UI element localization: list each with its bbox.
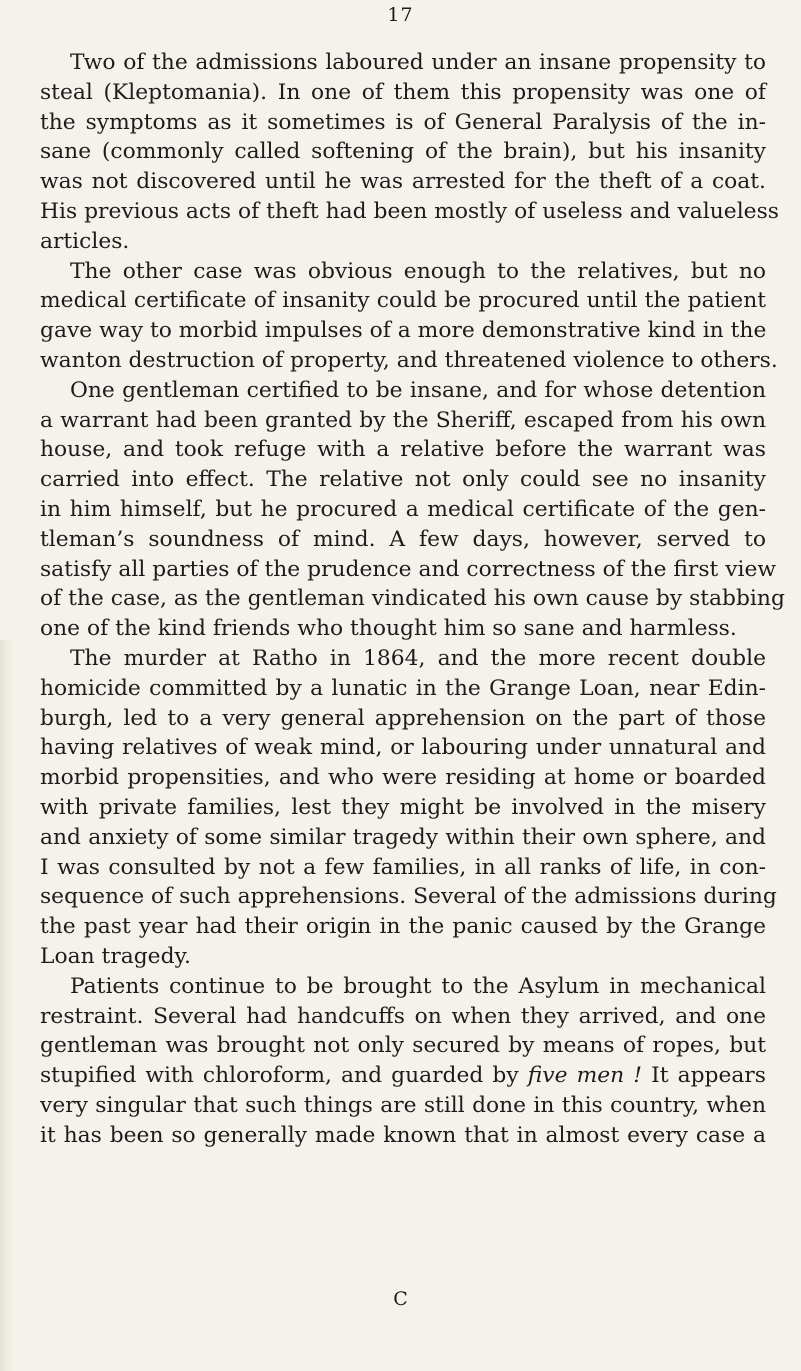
text-line: it has been so generally made known that in almost every case a: [40, 1122, 766, 1148]
text-line: His previous acts of theft had been mostly of useless and valueless: [40, 198, 779, 224]
paragraph-gentleman-escape: [40, 376, 785, 644]
text-line: tleman’s soundness of mind. A few days, however, served to: [40, 526, 766, 552]
text-line: medical certificate of insanity could be procured until the patient: [40, 288, 766, 314]
text-line: in him himself, but he procured a medical certificate of the gen-: [40, 496, 766, 522]
paragraph-ratho-murder: [40, 644, 777, 972]
text-line: Two of the admissions laboured under an insane propensity to: [70, 50, 766, 75]
text-fragment: stupified with chloroform, and guarded by: [40, 1063, 528, 1089]
text-fragment: It appears: [642, 1063, 766, 1089]
text-line: wanton destruction of property, and threatened violence to others.: [40, 347, 778, 373]
text-line: house, and took refuge with a relative before the warrant was: [40, 437, 766, 463]
text-line: was not discovered until he was arrested for the theft of a coat.: [40, 169, 766, 195]
text-line: the past year had their origin in the panic caused by the Grange: [40, 914, 766, 940]
paragraph-other-case: [40, 257, 778, 376]
text-line: I was consulted by not a few families, in all ranks of life, in con-: [40, 854, 766, 880]
italic-emphasis: five men !: [527, 1063, 643, 1089]
text-line: satisfy all parties of the prudence and correctness of the first view: [40, 556, 777, 582]
text-line-with-italic: [40, 1061, 766, 1091]
text-line: and anxiety of some similar tragedy within their own sphere, and: [40, 824, 766, 850]
body-text: [40, 48, 785, 1150]
text-line: very singular that such things are still done in this country, when: [40, 1092, 766, 1118]
text-line: homicide committed by a lunatic in the Grange Loan, near Edin-: [40, 675, 766, 701]
text-line: steal (Kleptomania). In one of them this propensity was one of: [40, 79, 766, 105]
text-line: Loan tragedy.: [40, 943, 191, 969]
text-line: one of the kind friends who thought him so sane and harmless.: [40, 616, 737, 642]
text-line: with private families, lest they might be involved in the misery: [40, 794, 766, 820]
text-line: One gentleman certified to be insane, and for whose detention: [70, 377, 766, 403]
text-line: of the case, as the gentleman vindicated his own cause by stabbing: [40, 586, 785, 612]
text-line: The murder at Ratho in 1864, and the more recent double: [70, 645, 766, 671]
text-line: restraint. Several had handcuffs on when they arrived, and one: [40, 1003, 766, 1029]
text-line: the symptoms as it sometimes is of General Paralysis of the in-: [40, 109, 766, 135]
text-line: gentleman was brought not only secured by means of ropes, but: [40, 1033, 766, 1059]
text-line: sequence of such apprehensions. Several of the admissions during: [40, 884, 777, 910]
signature-mark: C: [393, 1288, 408, 1310]
text-line: morbid propensities, and who were residing at home or boarded: [40, 765, 766, 791]
text-line: gave way to morbid impulses of a more demonstrative kind in the: [40, 318, 767, 344]
paragraph-mechanical-restraint: [40, 972, 766, 1151]
text-line: carried into effect. The relative not only could see no insanity: [40, 467, 766, 493]
text-line: articles.: [40, 228, 130, 254]
text-line: having relatives of weak mind, or labouring under unnatural and: [40, 735, 766, 761]
text-line: sane (commonly called softening of the brain), but his insanity: [40, 139, 766, 165]
text-line: Patients continue to be brought to the Asylum in mechanical: [70, 973, 766, 999]
text-line: The other case was obvious enough to the relatives, but no: [70, 258, 766, 284]
page-number: 17: [387, 4, 414, 26]
binding-gutter-shadow: [0, 640, 14, 1371]
text-line: a warrant had been granted by the Sheriff, escaped from his own: [40, 407, 766, 433]
paragraph-kleptomania: [40, 48, 779, 257]
text-line: burgh, led to a very general apprehension on the part of those: [40, 705, 766, 731]
